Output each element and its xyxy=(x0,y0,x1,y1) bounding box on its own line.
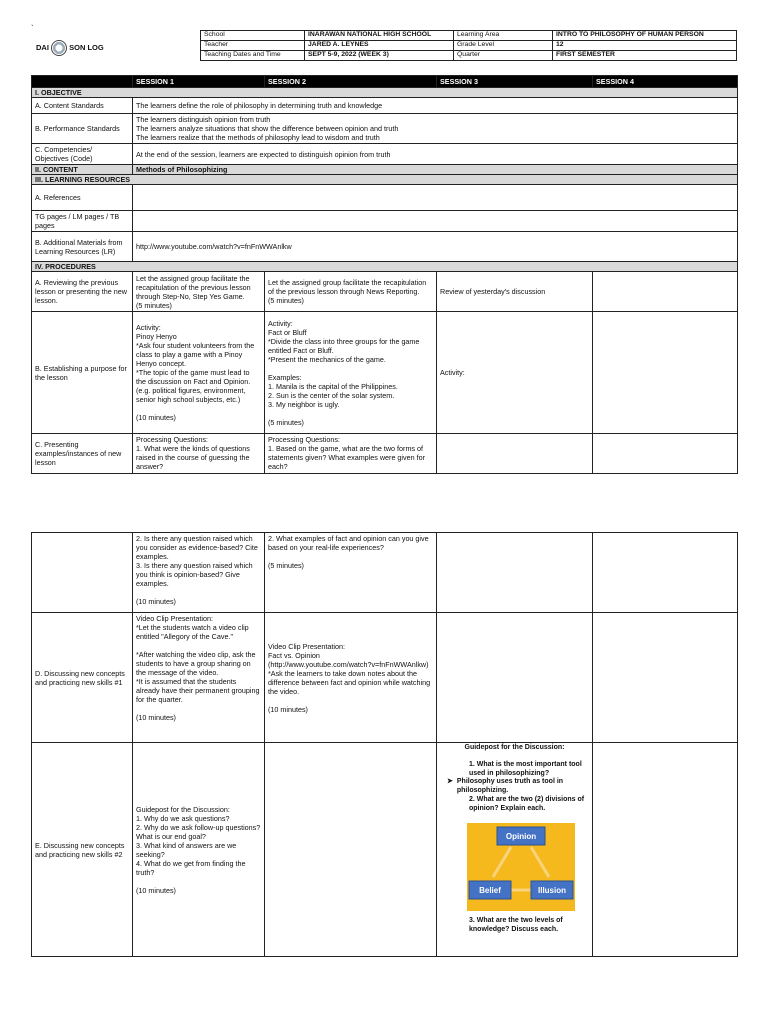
guidepost-bullet xyxy=(447,778,588,796)
continued-label xyxy=(32,533,133,613)
dates-value: SEPT 5-9, 2022 (WEEK 3) xyxy=(305,51,454,61)
presenting-session-2: Processing Questions: 1. Based on the game, what are the two forms of statements given? What examples were given for each? xyxy=(265,434,437,474)
dates-label: Teaching Dates and Time xyxy=(201,51,305,61)
deped-seal-icon xyxy=(51,40,67,56)
backtick-mark: ` xyxy=(31,24,34,33)
session-4-header: SESSION 4 xyxy=(593,76,738,88)
document-title xyxy=(36,40,104,56)
guidepost-question-2: 2. What are the two (2) divisions of opinion? Explain each. xyxy=(469,795,585,812)
discussing-1-label: D. Discussing new concepts and practicing new skills #1 xyxy=(32,613,133,743)
references-value xyxy=(133,185,738,211)
purpose-session-4 xyxy=(593,312,738,434)
review-label: A. Reviewing the previous lesson or presenting the new lesson. xyxy=(32,272,133,312)
purpose-session-1: Activity: Pinoy Henyo *Ask four student volunteers from the class to play a game with a Pinoy Henyo concept. *The topic of the game must lead to the discussion on Fact and Opinion. (e.g. political figures, environment, senior high school subjects, etc.) (10 minutes) xyxy=(133,312,265,434)
discussing-2-session-1: Guidepost for the Discussion: 1. Why do we ask questions? 2. Why do we ask follow-up questions? What is our end goal? 3. What kind of answers are we seeking? 4. What do we get from finding the truth? (10 minutes) xyxy=(133,743,265,957)
review-session-4 xyxy=(593,272,738,312)
discussing-2-session-3 xyxy=(437,743,593,957)
header-table xyxy=(200,30,737,61)
quarter-value: FIRST SEMESTER xyxy=(553,51,737,61)
presenting-label: C. Presenting examples/instances of new lesson xyxy=(32,434,133,474)
session-3-header: SESSION 3 xyxy=(437,76,593,88)
grade-value: 12 xyxy=(553,41,737,51)
review-session-3: Review of yesterday's discussion xyxy=(437,272,593,312)
discussing-2-session-4 xyxy=(593,743,738,957)
presenting-session-4 xyxy=(593,434,738,474)
continued-session-4 xyxy=(593,533,738,613)
presenting-session-1: Processing Questions: 1. What were the kinds of questions raised in the course of guessing the answer? xyxy=(133,434,265,474)
additional-materials-value: http://www.youtube.com/watch?v=fnFnWWAnlkw xyxy=(133,232,738,262)
tg-pages-label: TG pages / LM pages / TB pages xyxy=(32,211,133,232)
tg-pages-value xyxy=(133,211,738,232)
competencies-label: C. Competencies/ Objectives (Code) xyxy=(32,144,133,165)
additional-materials-label: B. Additional Materials from Learning Resources (LR) xyxy=(32,232,133,262)
diagram-illusion-label: Illusion xyxy=(538,886,566,896)
session-1-header: SESSION 1 xyxy=(133,76,265,88)
page-1 xyxy=(0,0,768,480)
content-standards-value: The learners define the role of philosophy in determining truth and knowledge xyxy=(133,98,738,114)
discussing-1-session-2: Video Clip Presentation: Fact vs. Opinion (http://www.youtube.com/watch?v=fnFnWWAnlkw) *Ask the learners to take down notes about the difference between fact and opinion while watching the video. (10 minutes) xyxy=(265,613,437,743)
quarter-label: Quarter xyxy=(454,51,553,61)
school-label: School xyxy=(201,31,305,41)
lesson-table-page-2 xyxy=(31,532,738,957)
objective-header: I. OBJECTIVE xyxy=(32,88,738,98)
discussing-2-label: E. Discussing new concepts and practicing new skills #2 xyxy=(32,743,133,957)
discussing-1-session-4 xyxy=(593,613,738,743)
discussing-1-session-1: Video Clip Presentation: *Let the students watch a video clip entitled "Allegory of the Cave." *After watching the video clip, ask the students to have a group sharing on the message of the video. *It is assumed that the students already have their permanent grouping for the quarter. (10 minutes) xyxy=(133,613,265,743)
diagram-belief-label: Belief xyxy=(479,886,501,896)
performance-standards-label: B. Performance Standards xyxy=(32,114,133,144)
learning-area-label: Learning Area xyxy=(454,31,553,41)
purpose-session-3: Activity: xyxy=(437,312,593,434)
purpose-session-2: Activity: Fact or Bluff *Divide the class into three groups for the game entitled Fact or Bluff. *Present the mechanics of the game. Examples: 1. Manila is the capital of the Philippines. 2. Sun is the center of the solar system. 3. My neighbor is ugly. (5 minutes) xyxy=(265,312,437,434)
session-header-blank xyxy=(32,76,133,88)
performance-standards-value: The learners distinguish opinion from truth The learners analyze situations that show the difference between opinion and truth The learners realize that the methods of philosophy lead to wisdom and truth xyxy=(133,114,738,144)
teacher-value: JARED A. LEYNES xyxy=(305,41,454,51)
guidepost-question-1: 1. What is the most important tool used in philosophizing? xyxy=(469,760,582,777)
continued-session-2: 2. What examples of fact and opinion can you give based on your real-life experiences? (5 minutes) xyxy=(265,533,437,613)
session-2-header: SESSION 2 xyxy=(265,76,437,88)
continued-session-3 xyxy=(437,533,593,613)
competencies-value: At the end of the session, learners are expected to distinguish opinion from truth xyxy=(133,144,738,165)
learning-area-value: INTRO TO PHILOSOPHY OF HUMAN PERSON xyxy=(553,31,737,41)
grade-label: Grade Level xyxy=(454,41,553,51)
lesson-table-page-1 xyxy=(31,75,738,474)
diagram-opinion-label: Opinion xyxy=(505,832,537,842)
references-label: A. References xyxy=(32,185,133,211)
teacher-label: Teacher xyxy=(201,41,305,51)
content-header: II. CONTENT xyxy=(32,165,133,175)
discussing-2-session-2 xyxy=(265,743,437,957)
arrow-bullet-icon: ➤ xyxy=(447,778,453,786)
resources-header: III. LEARNING RESOURCES xyxy=(32,175,738,185)
guidepost-title: Guidepost for the Discussion: xyxy=(464,744,565,751)
review-session-2: Let the assigned group facilitate the recapitulation of the previous lesson through News Reporting. (5 minutes) xyxy=(265,272,437,312)
procedures-header: IV. PROCEDURES xyxy=(32,262,738,272)
content-value: Methods of Philosophizing xyxy=(133,165,738,175)
opinion-diagram xyxy=(467,823,575,911)
title-left: DAI xyxy=(36,42,49,52)
discussing-1-session-3 xyxy=(437,613,593,743)
review-session-1: Let the assigned group facilitate the recapitulation of the previous lesson through Step-No, Step Yes Game. (5 minutes) xyxy=(133,272,265,312)
content-standards-label: A. Content Standards xyxy=(32,98,133,114)
guidepost-question-3: 3. What are the two levels of knowledge? Discuss each. xyxy=(469,917,563,933)
title-right: SON LOG xyxy=(69,42,104,52)
presenting-session-3 xyxy=(437,434,593,474)
school-value: INARAWAN NATIONAL HIGH SCHOOL xyxy=(305,31,454,41)
guidepost-bullet-text: Philosophy uses truth as tool in philosophizing. xyxy=(456,778,564,794)
continued-session-1: 2. Is there any question raised which you consider as evidence-based? Cite examples. 3. Is there any question raised which you think is opinion-based? Give examples. (10 minutes) xyxy=(133,533,265,613)
purpose-label: B. Establishing a purpose for the lesson xyxy=(32,312,133,434)
